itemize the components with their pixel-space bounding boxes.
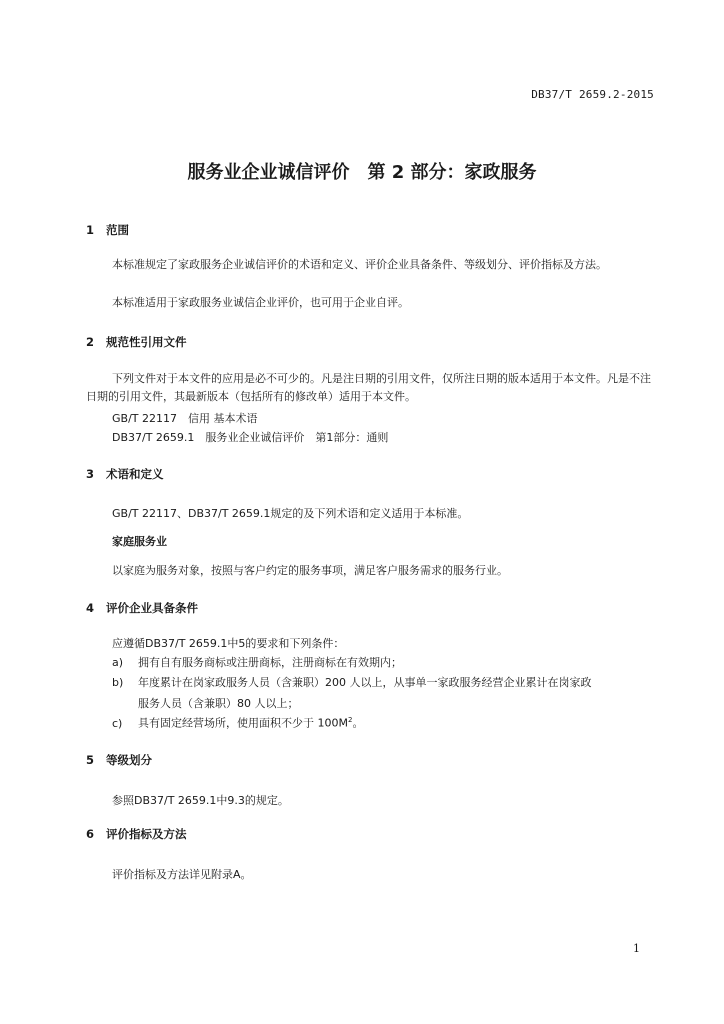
references-paragraph: 下列文件对于本文件的应用是必不可少的。凡是注日期的引用文件，仅所注日期的版本适用于本文件。凡是不注日期的引用文件，其最新版本（包括所有的修改单）适用于本文件。 <box>86 372 651 403</box>
section-title: 术语和定义 <box>106 467 164 481</box>
list-label: b) <box>112 676 124 689</box>
section-heading-evaluation <box>86 826 187 842</box>
section-number: 5 <box>86 753 95 767</box>
section-number: 3 <box>86 467 95 481</box>
list-text-tail: 。 <box>352 716 364 730</box>
list-label: c) <box>112 716 123 730</box>
section-heading-terms <box>86 466 164 482</box>
reference-item: DB37/T 2659.1 服务业企业诚信评价 第1部分：通则 <box>112 431 389 444</box>
section-heading-grading <box>86 752 152 768</box>
standard-number: DB37/T 2659.2-2015 <box>531 88 654 101</box>
list-text: 年度累计在岗家政服务人员（含兼职）200 人以上，从事单一家政服务经营企业累计在岗家政 <box>138 676 592 689</box>
superscript: 2 <box>347 716 353 724</box>
terms-intro: GB/T 22117、DB37/T 2659.1规定的及下列术语和定义适用于本标准。 <box>112 507 469 520</box>
scope-paragraph-1: 本标准规定了家政服务企业诚信评价的术语和定义、评价企业具备条件、等级划分、评价指标及方法。 <box>112 258 607 271</box>
section-heading-normative-references <box>86 334 187 350</box>
list-item <box>112 673 657 693</box>
section-title: 范围 <box>106 223 129 237</box>
section-number: 4 <box>86 601 95 615</box>
section-title: 评价指标及方法 <box>106 827 187 841</box>
section-number: 2 <box>86 335 95 349</box>
section-number: 6 <box>86 827 95 841</box>
conditions-intro: 应遵循DB37/T 2659.1中5的要求和下列条件： <box>112 637 345 650</box>
term-definition: 以家庭为服务对象，按照与客户约定的服务事项，满足客户服务需求的服务行业。 <box>112 564 508 577</box>
list-text: 具有固定经营场所，使用面积不少于 100M <box>138 716 348 730</box>
section-heading-conditions <box>86 600 198 616</box>
list-item <box>112 653 657 673</box>
reference-item: GB/T 22117 信用 基本术语 <box>112 412 258 425</box>
grading-text: 参照DB37/T 2659.1中9.3的规定。 <box>112 794 289 807</box>
section-heading-scope <box>86 222 129 238</box>
scope-paragraph-2: 本标准适用于家政服务业诚信企业评价，也可用于企业自评。 <box>112 296 409 309</box>
list-item <box>112 710 657 734</box>
term-name: 家庭服务业 <box>112 535 167 548</box>
section-title: 评价企业具备条件 <box>106 601 198 615</box>
section-number: 1 <box>86 223 95 237</box>
list-item-continuation: 服务人员（含兼职）80 人以上； <box>138 697 299 710</box>
list-text: 拥有自有服务商标或注册商标，注册商标在有效期内； <box>138 656 402 669</box>
document-title: 服务业企业诚信评价 第 2 部分：家政服务 <box>187 162 537 183</box>
page-number: 1 <box>633 942 640 955</box>
evaluation-text: 评价指标及方法详见附录A。 <box>112 868 252 881</box>
section-title: 规范性引用文件 <box>106 335 187 349</box>
section-title: 等级划分 <box>106 753 152 767</box>
list-label: a) <box>112 656 124 669</box>
